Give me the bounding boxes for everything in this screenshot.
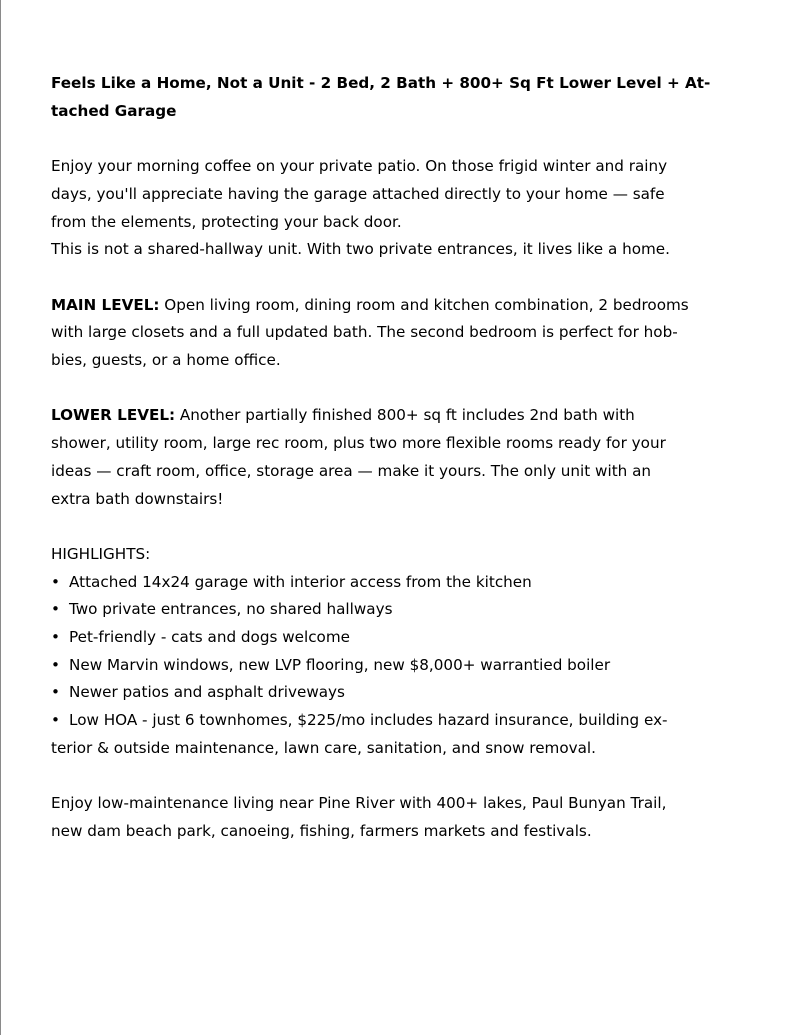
bullet-icon: • — [51, 655, 60, 674]
lower-level-text: Another partially finished 800+ sq ft includes 2nd bath with — [175, 406, 635, 425]
highlights-list — [51, 569, 741, 763]
title-line: Feels Like a Home, Not a Unit - 2 Bed, 2 Bath + 800+ Sq Ft Lower Level + At- — [51, 74, 711, 92]
highlight-item — [51, 596, 741, 624]
bullet-icon: • — [51, 572, 60, 591]
intro-paragraph — [51, 153, 741, 264]
lower-level-line — [51, 402, 741, 430]
closing-line: Enjoy low-maintenance living near Pine River with 400+ lakes, Paul Bunyan Trail, — [51, 794, 667, 813]
intro-line: from the elements, protecting your back door. — [51, 212, 402, 231]
main-level-line — [51, 292, 741, 320]
lower-level-paragraph — [51, 402, 741, 513]
lower-level-line: extra bath downstairs! — [51, 489, 224, 508]
highlight-text: Two private entrances, no shared hallways — [69, 600, 393, 619]
bullet-icon: • — [51, 628, 60, 646]
page-left-border — [0, 0, 1, 1035]
lower-level-line: shower, utility room, large rec room, plus two more flexible rooms ready for your — [51, 434, 666, 453]
highlight-text: Newer patios and asphalt driveways — [69, 683, 345, 702]
highlight-text: Attached 14x24 garage with interior access from the kitchen — [69, 572, 532, 591]
highlight-item — [51, 569, 741, 597]
intro-line: Enjoy your morning coffee on your private patio. On those frigid winter and rainy — [51, 157, 668, 176]
highlight-item — [51, 652, 741, 680]
bullet-icon: • — [51, 600, 60, 619]
highlight-item — [51, 624, 741, 652]
listing-title — [51, 70, 741, 125]
bullet-icon: • — [51, 683, 60, 702]
highlight-text: Low HOA - just 6 townhomes, $225/mo includes hazard insurance, building ex- — [69, 711, 668, 730]
main-level-line: with large closets and a full updated bath. The second bedroom is perfect for hob- — [51, 323, 678, 342]
main-level-text: Open living room, dining room and kitchen combination, 2 bedrooms — [159, 295, 689, 314]
highlight-item — [51, 679, 741, 707]
listing-description — [51, 70, 741, 873]
highlight-item — [51, 707, 741, 735]
main-level-line: bies, guests, or a home office. — [51, 351, 281, 369]
main-level-label: MAIN LEVEL: — [51, 295, 160, 314]
highlight-continuation: terior & outside maintenance, lawn care, sanitation, and snow removal. — [51, 738, 596, 757]
closing-paragraph — [51, 790, 741, 845]
highlight-text: New Marvin windows, new LVP flooring, new $8,000+ warrantied boiler — [69, 655, 611, 674]
highlight-text: Pet-friendly - cats and dogs welcome — [69, 628, 350, 646]
main-level-paragraph — [51, 292, 741, 375]
intro-line: This is not a shared-hallway unit. With two private entrances, it lives like a home. — [51, 240, 670, 259]
lower-level-line: ideas — craft room, office, storage area — make it yours. The only unit with an — [51, 461, 652, 480]
title-line: tached Garage — [51, 101, 177, 120]
bullet-icon: • — [51, 711, 60, 730]
highlights-section — [51, 541, 741, 763]
intro-line: days, you'll appreciate having the garage attached directly to your home — safe — [51, 184, 665, 203]
highlights-heading: HIGHLIGHTS: — [51, 544, 151, 563]
lower-level-label: LOWER LEVEL: — [51, 406, 176, 425]
closing-line: new dam beach park, canoeing, fishing, farmers markets and festivals. — [51, 821, 592, 840]
